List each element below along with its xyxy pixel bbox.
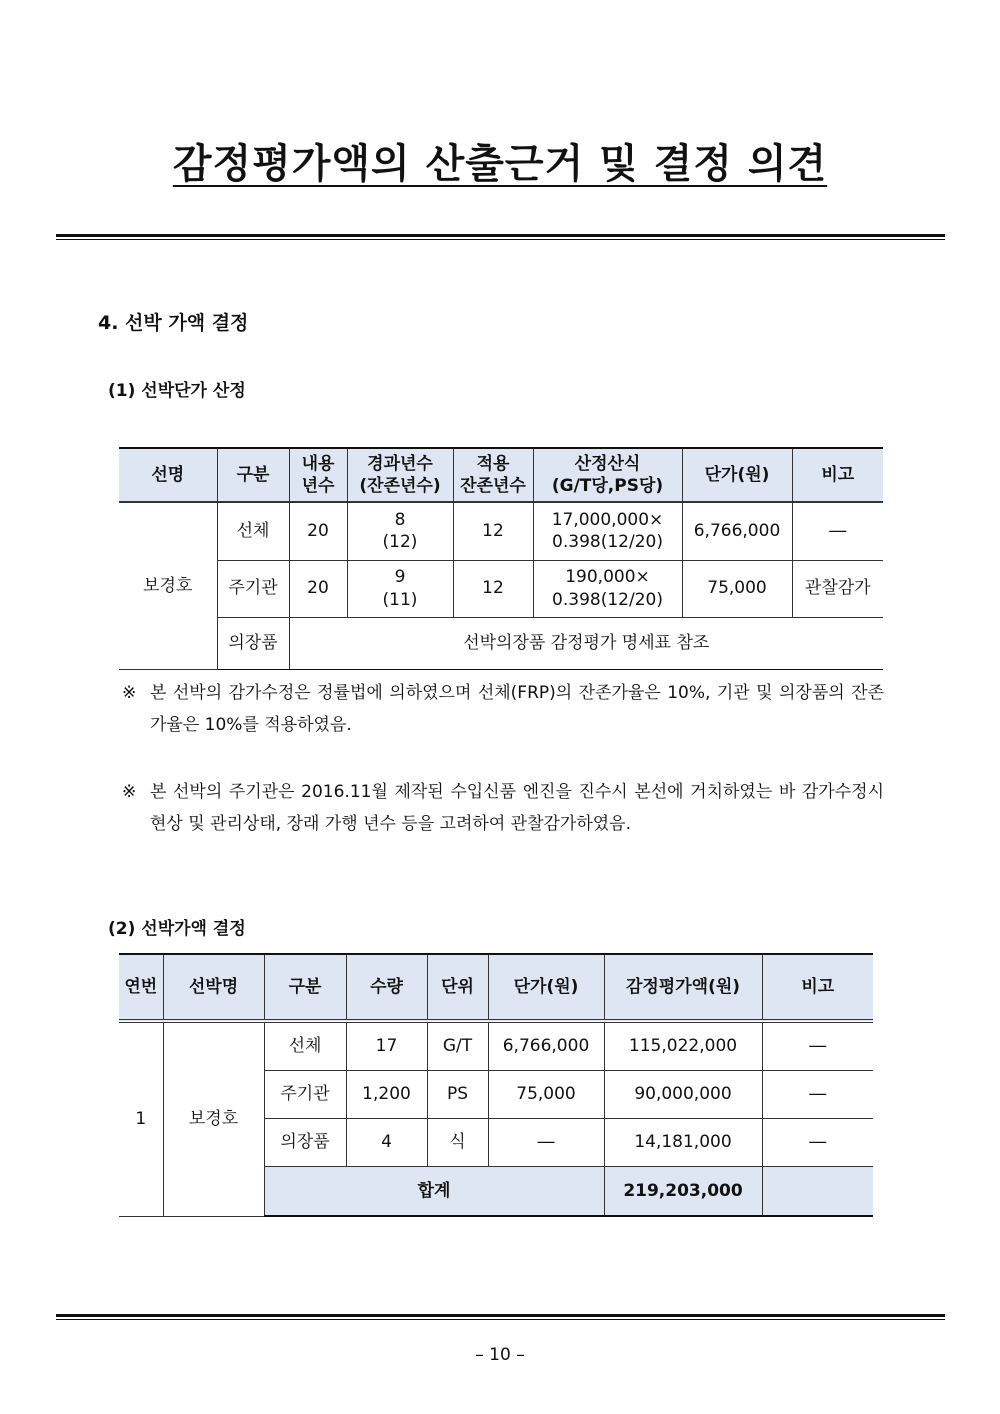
header-cell: 산정산식 (G/T당,PS당) xyxy=(533,448,682,502)
quantity-cell: 17 xyxy=(346,1021,427,1071)
unit-cell: G/T xyxy=(427,1021,488,1071)
header-cell: 내용 년수 xyxy=(289,448,347,502)
price-cell: 6,766,000 xyxy=(682,502,792,560)
price-cell: 75,000 xyxy=(682,560,792,617)
note-cell: ― xyxy=(762,1021,873,1071)
header-cell: 비고 xyxy=(792,448,883,502)
life-cell: 20 xyxy=(289,560,347,617)
kind-cell: 의장품 xyxy=(217,617,289,669)
total-note-cell xyxy=(762,1167,873,1217)
header-cell: 적용 잔존년수 xyxy=(453,448,533,502)
note-cell: ― xyxy=(762,1119,873,1167)
equipment-reference-cell: 선박의장품 감정평가 명세표 참조 xyxy=(289,617,883,669)
total-label-cell: 합계 xyxy=(264,1167,604,1217)
note-cell: ― xyxy=(762,1071,873,1119)
price-cell: 6,766,000 xyxy=(488,1021,604,1071)
formula-cell: 17,000,000× 0.398(12/20) xyxy=(533,502,682,560)
note-1 xyxy=(122,677,884,741)
header-cell: 감정평가액(원) xyxy=(604,954,762,1021)
header-cell: 선박명 xyxy=(163,954,264,1021)
reference-mark: ※ xyxy=(122,782,137,802)
table-header-row xyxy=(119,954,873,1021)
price-cell: ― xyxy=(488,1119,604,1167)
amount-cell: 14,181,000 xyxy=(604,1119,762,1167)
header-cell: 수량 xyxy=(346,954,427,1021)
note-cell: ― xyxy=(792,502,883,560)
header-cell: 경과년수 (잔존년수) xyxy=(347,448,453,502)
header-cell: 단위 xyxy=(427,954,488,1021)
kind-cell: 선체 xyxy=(264,1021,346,1071)
ship-name-cell: 보경호 xyxy=(163,1021,264,1216)
header-cell: 단가(원) xyxy=(488,954,604,1021)
note-2 xyxy=(122,776,884,840)
header-cell: 연번 xyxy=(119,954,163,1021)
note-cell: 관찰감가 xyxy=(792,560,883,617)
kind-cell: 의장품 xyxy=(264,1119,346,1167)
unit-cell: PS xyxy=(427,1071,488,1119)
quantity-cell: 1,200 xyxy=(346,1071,427,1119)
table-row xyxy=(119,1021,873,1071)
ship-name-cell: 보경호 xyxy=(119,502,217,669)
subsection-2-heading: (2) 선박가액 결정 xyxy=(108,919,246,939)
header-cell: 구분 xyxy=(264,954,346,1021)
header-cell: 비고 xyxy=(762,954,873,1021)
reference-mark: ※ xyxy=(122,683,137,703)
note-text: 본 선박의 감가수정은 정률법에 의하였으며 선체(FRP)의 잔존가율은 10%, 기관 및 의장품의 잔존가율은 10%를 적용하였음. xyxy=(150,683,884,735)
total-amount-cell: 219,203,000 xyxy=(604,1167,762,1217)
unit-price-table xyxy=(119,447,883,670)
amount-cell: 90,000,000 xyxy=(604,1071,762,1119)
section-heading: 4. 선박 가액 결정 xyxy=(98,312,249,334)
kind-cell: 선체 xyxy=(217,502,289,560)
top-divider xyxy=(56,234,945,240)
elapsed-cell: 8 (12) xyxy=(347,502,453,560)
header-cell: 선명 xyxy=(119,448,217,502)
kind-cell: 주기관 xyxy=(264,1071,346,1119)
bottom-divider xyxy=(56,1314,945,1320)
formula-cell: 190,000× 0.398(12/20) xyxy=(533,560,682,617)
remain-cell: 12 xyxy=(453,502,533,560)
table-row xyxy=(119,502,883,560)
unit-cell: 식 xyxy=(427,1119,488,1167)
note-text: 본 선박의 주기관은 2016.11월 제작된 수입신품 엔진을 진수시 본선에 거치하였는 바 감가수정시 현상 및 관리상태, 장래 가행 년수 등을 고려하여 관찰감가하였음. xyxy=(150,782,884,834)
serial-number-cell: 1 xyxy=(119,1021,163,1216)
remain-cell: 12 xyxy=(453,560,533,617)
quantity-cell: 4 xyxy=(346,1119,427,1167)
subsection-1-heading: (1) 선박단가 산정 xyxy=(108,381,246,401)
price-cell: 75,000 xyxy=(488,1071,604,1119)
page-number: – 10 – xyxy=(475,1345,525,1365)
table-row xyxy=(119,617,883,669)
table-row xyxy=(119,560,883,617)
amount-cell: 115,022,000 xyxy=(604,1021,762,1071)
page-title: 감정평가액의 산출근거 및 결정 의견 xyxy=(172,141,828,187)
table-header-row xyxy=(119,448,883,502)
elapsed-cell: 9 (11) xyxy=(347,560,453,617)
kind-cell: 주기관 xyxy=(217,560,289,617)
life-cell: 20 xyxy=(289,502,347,560)
header-cell: 단가(원) xyxy=(682,448,792,502)
ship-value-table xyxy=(119,953,873,1217)
header-cell: 구분 xyxy=(217,448,289,502)
